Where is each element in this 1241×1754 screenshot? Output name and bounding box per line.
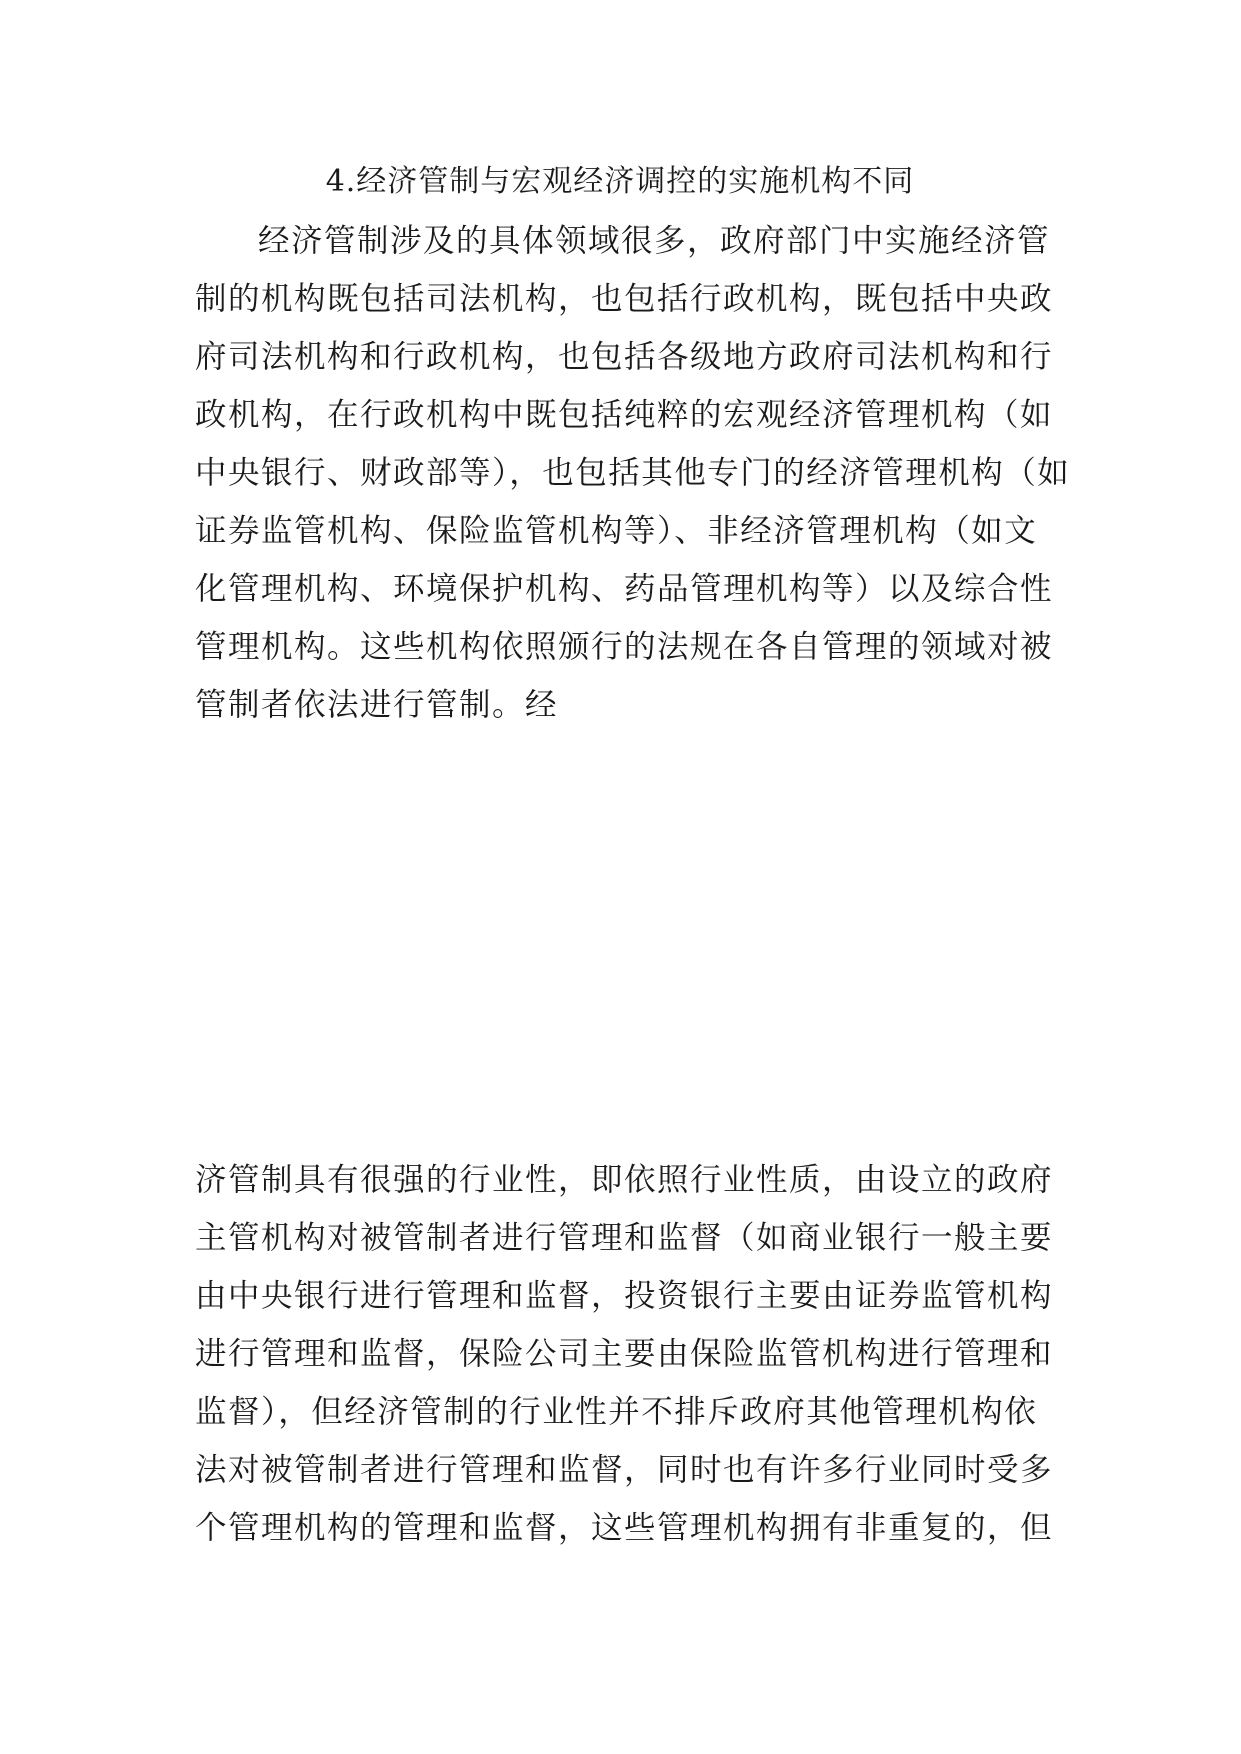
paragraph-block-1 [195,212,1071,734]
paragraph-line: 个管理机构的管理和监督，这些管理机构拥有非重复的，但 [195,1510,1054,1546]
paragraph-line: 管理机构。这些机构依照颁行的法规在各自管理的领域对被 [195,629,1054,665]
paragraph-line: 府司法机构和行政机构，也包括各级地方政府司法机构和行 [195,339,1054,375]
paragraph-block-2 [195,1151,1055,1557]
paragraph-line: 监督），但经济管制的行业性并不排斥政府其他管理机构依 [195,1394,1038,1430]
paragraph-line: 化管理机构、环境保护机构、药品管理机构等）以及综合性 [195,571,1054,607]
paragraph-line: 政机构，在行政机构中既包括纯粹的宏观经济管理机构（如 [195,397,1054,433]
paragraph-line: 法对被管制者进行管理和监督，同时也有许多行业同时受多 [195,1452,1054,1488]
paragraph-line: 中央银行、财政部等），也包括其他专门的经济管理机构（如 [195,455,1071,491]
paragraph-line: 证券监管机构、保险监管机构等）、非经济管理机构（如文 [195,513,1038,549]
paragraph-line: 经济管制涉及的具体领域很多，政府部门中实施经济管 [258,223,1051,259]
paragraph-line: 济管制具有很强的行业性，即依照行业性质，由设立的政府 [195,1162,1054,1198]
paragraph-line: 进行管理和监督，保险公司主要由保险监管机构进行管理和 [195,1336,1054,1372]
paragraph-line: 主管机构对被管制者进行管理和监督（如商业银行一般主要 [195,1220,1054,1256]
paragraph-line: 管制者依法进行管制。经 [195,687,559,723]
section-heading: 4.经济管制与宏观经济调控的实施机构不同 [325,164,915,199]
paragraph-line: 制的机构既包括司法机构，也包括行政机构，既包括中央政 [195,281,1054,317]
paragraph-line: 由中央银行进行管理和监督，投资银行主要由证券监管机构 [195,1278,1054,1314]
